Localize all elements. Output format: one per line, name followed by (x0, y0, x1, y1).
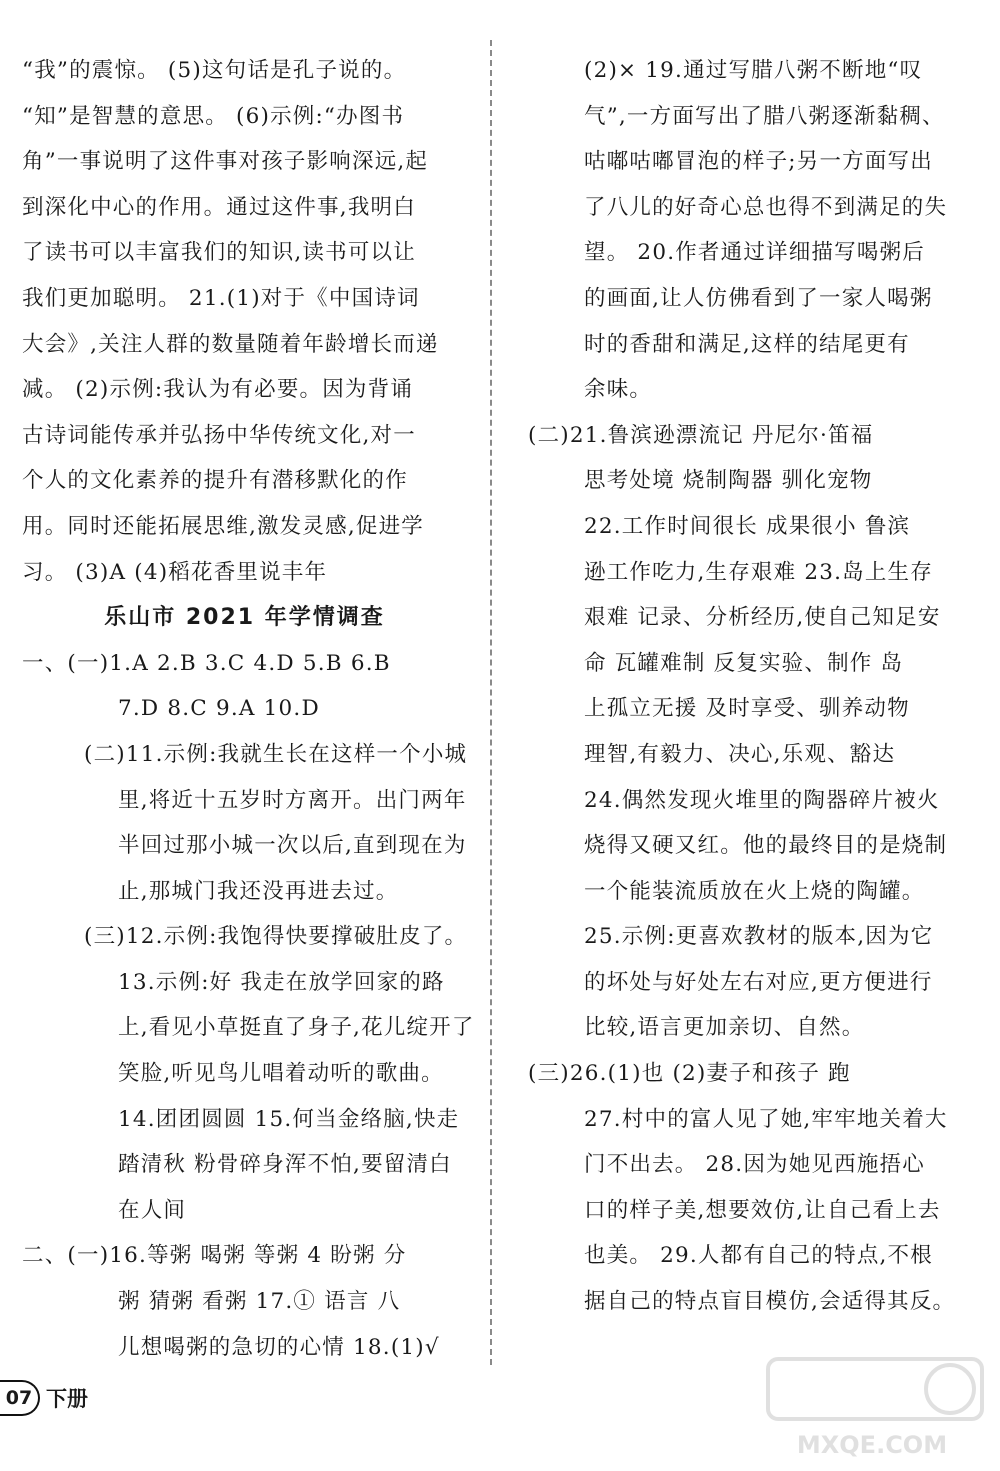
left-answer-line: 止,那城门我还没再进去过。 (118, 878, 399, 904)
left-answer-line: 到深化中心的作用。通过这件事,我明白 (22, 194, 416, 220)
right-answer-line: 25.示例:更喜欢教材的版本,因为它 (584, 924, 934, 950)
right-answer-line: (2)× 19.通过写腊八粥不断地“叹 (584, 58, 923, 83)
right-answer-line: 命 瓦罐难制 反复实验、制作 岛 (584, 650, 904, 676)
right-answer-line: (二)21.鲁滨逊漂流记 丹尼尔·笛福 (528, 422, 874, 448)
page-number: 07 (0, 1380, 40, 1416)
left-answer-line: 个人的文化素养的提升有潜移默化的作 (22, 468, 408, 494)
right-answer-line: 24.偶然发现火堆里的陶器碎片被火 (584, 787, 940, 813)
left-answer-line: 踏清秋 粉骨碎身浑不怕,要留清白 (118, 1152, 452, 1178)
section-title: 乐山市 2021 年学情调查 (104, 605, 385, 631)
left-answer-line: 用。同时还能拓展思维,激发灵感,促进学 (22, 513, 424, 539)
left-answer-line: “我”的震惊。 (5)这句话是孔子说的。 (22, 58, 407, 83)
right-column (528, 48, 973, 1325)
left-answer-line: 儿想喝粥的急切的心情 18.(1)√ (118, 1334, 440, 1360)
right-answer-line: 思考处境 烧制陶器 驯化宠物 (584, 468, 873, 494)
left-answer-line: 二、(一)16.等粥 喝粥 等粥 4 盼粥 分 (22, 1243, 407, 1269)
right-answer-line: 也美。 29.人都有自己的特点,不根 (584, 1243, 933, 1269)
left-answer-line: 我们更加聪明。 21.(1)对于《中国诗词 (22, 285, 420, 311)
left-answer-line: 古诗词能传承并弘扬中华传统文化,对一 (22, 422, 416, 448)
right-answer-line: 逊工作吃力,生存艰难 23.岛上生存 (584, 559, 933, 585)
left-answer-line: 大会》,关注人群的数量随着年龄增长而递 (22, 331, 439, 357)
right-answer-line: 门不出去。 28.因为她见西施捂心 (584, 1152, 925, 1178)
left-column (22, 48, 475, 1370)
volume-label: 下册 (46, 1387, 88, 1411)
right-answer-line: 烧得又硬又红。他的最终目的是烧制 (584, 833, 948, 859)
right-answer-line: 口的样子美,想要效仿,让自己看上去 (584, 1197, 941, 1223)
right-answer-line: 的坏处与好处左右对应,更方便进行 (584, 969, 933, 995)
left-answer-line: 半回过那小城一次以后,直到现在为 (118, 833, 467, 859)
right-answer-line: 一个能装流质放在火上烧的陶罐。 (584, 878, 925, 904)
left-answer-line: 13.示例:好 我走在放学回家的路 (118, 969, 445, 995)
left-answer-line: 一、(一)1.A 2.B 3.C 4.D 5.B 6.B (22, 650, 391, 676)
left-answer-line: (三)12.示例:我饱得快要撑破肚皮了。 (84, 924, 468, 950)
left-answer-line: 习。 (3)A (4)稻花香里说丰年 (22, 559, 328, 585)
right-answer-line: (三)26.(1)也 (2)妻子和孩子 跑 (528, 1061, 851, 1087)
left-answer-line: 上,看见小草挺直了身子,花儿绽开了 (118, 1015, 475, 1041)
left-answer-line: 笑脸,听见鸟儿唱着动听的歌曲。 (118, 1061, 444, 1087)
left-answer-line: 7.D 8.C 9.A 10.D (118, 696, 320, 722)
right-answer-line: 的画面,让人仿佛看到了一家人喝粥 (584, 285, 933, 311)
left-answer-line: 14.团团圆圆 15.何当金络脑,快走 (118, 1106, 460, 1132)
right-answer-line: 气”,一方面写出了腊八粥逐渐黏稠、 (584, 103, 945, 129)
watermark-logo-icon (760, 1353, 990, 1463)
right-answer-line: 了八儿的好奇心总也得不到满足的失 (584, 194, 948, 220)
left-answer-line: 减。 (2)示例:我认为有必要。因为背诵 (22, 377, 414, 403)
right-answer-line: 时的香甜和满足,这样的结尾更有 (584, 331, 910, 357)
left-answer-line: (二)11.示例:我就生长在这样一个小城 (84, 741, 468, 767)
left-answer-line: 里,将近十五岁时方离开。出门两年 (118, 787, 467, 813)
page-footer (0, 1378, 88, 1418)
right-answer-line: 余味。 (584, 377, 653, 403)
left-answer-line: 粥 猜粥 看粥 17.① 语言 八 (118, 1289, 401, 1315)
right-answer-line: 理智,有毅力、决心,乐观、豁达 (584, 741, 896, 767)
right-answer-line: 咕嘟咕嘟冒泡的样子;另一方面写出 (584, 149, 933, 175)
left-answer-line: 角”一事说明了这件事对孩子影响深远,起 (22, 149, 429, 175)
right-answer-line: 据自己的特点盲目模仿,会适得其反。 (584, 1289, 956, 1315)
right-answer-line: 22.工作时间很长 成果很小 鲁滨 (584, 513, 911, 539)
right-answer-line: 艰难 记录、分析经历,使自己知足安 (584, 605, 941, 631)
right-answer-line: 上孤立无援 及时享受、驯养动物 (584, 696, 910, 722)
right-answer-line: 27.村中的富人见了她,牢牢地关着大 (584, 1106, 948, 1132)
watermark-text: MXQE.COM (796, 1431, 948, 1459)
left-answer-line: 在人间 (118, 1197, 187, 1223)
right-answer-line: 望。 20.作者通过详细描写喝粥后 (584, 240, 925, 266)
left-answer-line: 了读书可以丰富我们的知识,读书可以让 (22, 240, 416, 266)
right-answer-line: 比较,语言更加亲切、自然。 (584, 1015, 865, 1041)
left-answer-line: “知”是智慧的意思。 (6)示例:“办图书 (22, 103, 405, 129)
column-divider (490, 40, 492, 1365)
